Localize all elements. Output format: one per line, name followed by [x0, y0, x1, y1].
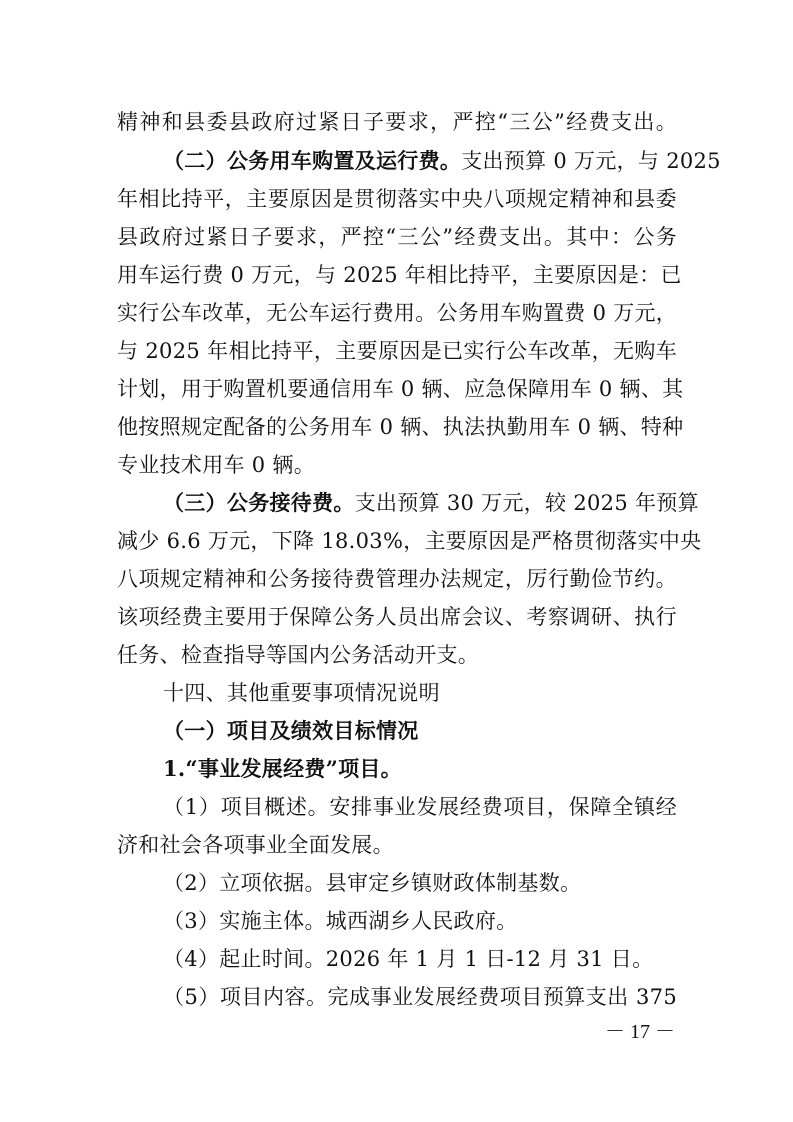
text-line-15: 任务、检查指导等国内公务活动开支。	[117, 643, 480, 667]
text-line-3: 年相比持平，主要原因是贯彻落实中央八项规定精神和县委	[117, 187, 677, 211]
text-line-20: 济和社会各项事业全面发展。	[117, 833, 394, 857]
page-number: － 17 －	[605, 1021, 675, 1043]
text-line-5: 用车运行费 0 万元，与 2025 年相比持平，主要原因是：已	[117, 263, 682, 287]
section-heading-vehicle: （二）公务用车购置及运行费。	[163, 148, 462, 173]
text-line-21: （2）立项依据。县审定乡镇财政体制基数。	[163, 871, 582, 895]
subsection-heading-projects: （一）项目及绩效目标情况	[163, 718, 419, 743]
text-line-19: （1）项目概述。安排事业发展经费项目，保障全镇经	[163, 795, 677, 819]
text-line-22: （3）实施主体。城西湖乡人民政府。	[163, 909, 518, 933]
text-line-14: 该项经费主要用于保障公务人员出席会议、考察调研、执行	[117, 605, 677, 629]
section-3-lead-text: 支出预算 30 万元，较 2025 年预算	[354, 491, 699, 515]
text-line-6: 实行公车改革，无公车运行费用。公务用车购置费 0 万元，	[117, 301, 678, 325]
text-line-24: （5）项目内容。完成事业发展经费项目预算支出 375	[163, 985, 677, 1009]
text-line-8: 计划，用于购置机要通信用车 0 辆、应急保障用车 0 辆、其	[117, 377, 684, 401]
text-line-7: 与 2025 年相比持平，主要原因是已实行公车改革，无购车	[117, 339, 677, 363]
text-line-10: 专业技术用车 0 辆。	[117, 453, 316, 477]
section-heading-14: 十四、其他重要事项情况说明	[163, 681, 440, 705]
text-line-1: 精神和县委县政府过紧日子要求，严控“三公”经费支出。	[117, 110, 677, 134]
text-line-23: （4）起止时间。2026 年 1 月 1 日-12 月 31 日。	[163, 947, 654, 971]
text-line-13: 八项规定精神和公务接待费管理办法规定，厉行勤俭节约。	[117, 567, 677, 591]
text-line-12: 减少 6.6 万元，下降 18.03%，主要原因是严格贯彻落实中央	[117, 529, 702, 553]
section-2-lead-text: 支出预算 0 万元，与 2025	[461, 149, 721, 173]
text-line-4: 县政府过紧日子要求，严控“三公”经费支出。其中：公务	[117, 225, 677, 249]
section-3-first-line	[163, 489, 699, 517]
text-line-9: 他按照规定配备的公务用车 0 辆、执法执勤用车 0 辆、特种	[117, 415, 684, 439]
project-title: 1.“事业发展经费”项目。	[163, 756, 402, 781]
section-heading-reception: （三）公务接待费。	[163, 490, 355, 515]
section-2-first-line	[163, 147, 721, 175]
